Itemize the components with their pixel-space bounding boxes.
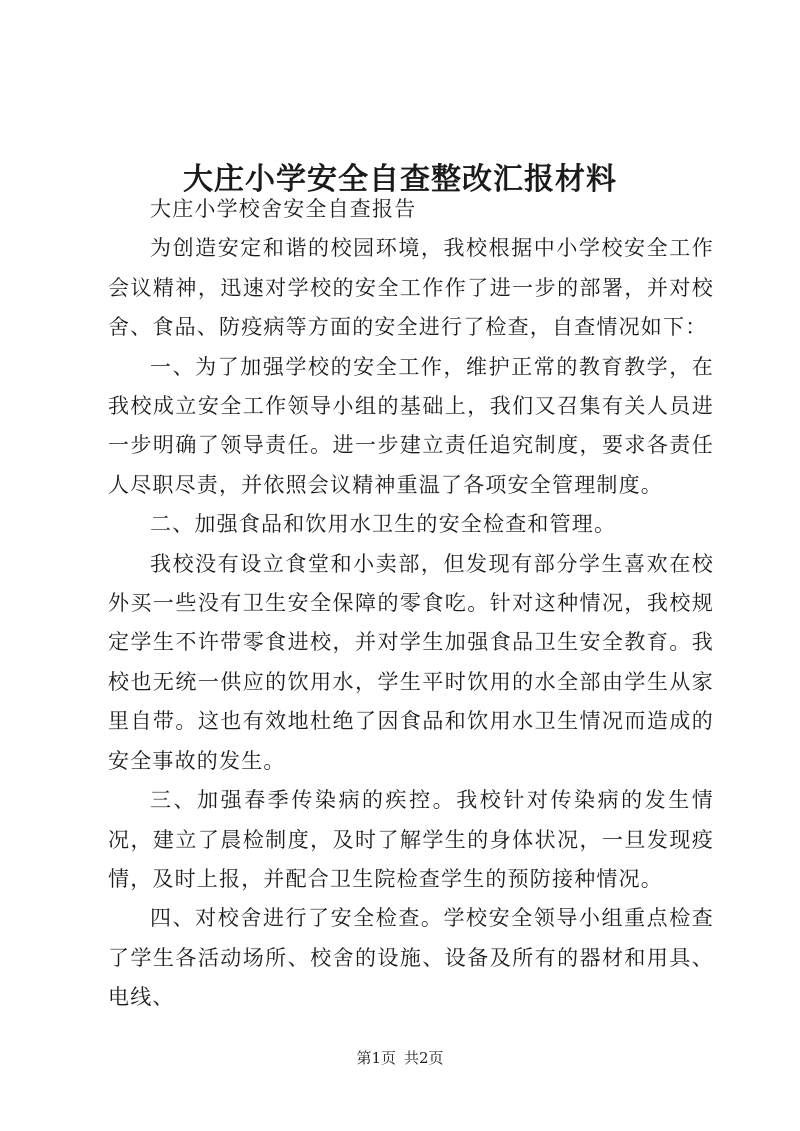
document-title: 大庄小学安全自查整改汇报材料 — [183, 162, 617, 198]
paragraph-section-4: 四、对校舍进行了安全检查。学校安全领导小组重点检查了学生各活动场所、校舍的设施、设备及所有的器材和用具、电线、 — [108, 906, 714, 1010]
document-body — [108, 190, 714, 1018]
page-number: 第1页 — [356, 1049, 396, 1067]
paragraph-intro: 为创造安定和谐的校园环境，我校根据中小学校安全工作会议精神，迅速对学校的安全工作作了进一步的部署，并对校舍、食品、防疫病等方面的安全进行了检查，自查情况如下： — [108, 236, 714, 340]
paragraph-section-3: 三、加强春季传染病的疾控。我校针对传染病的发生情况，建立了晨检制度，及时了解学生的身体状况，一旦发现疫情，及时上报，并配合卫生院检查学生的预防接种情况。 — [108, 788, 714, 891]
page-footer — [0, 1048, 800, 1068]
page-total: 共2页 — [404, 1049, 444, 1067]
paragraph-subtitle: 大庄小学校舍安全自查报告 — [150, 197, 417, 221]
paragraph-section-2-body: 我校没有设立食堂和小卖部，但发现有部分学生喜欢在校外买一些没有卫生安全保障的零食吃。针对这种情况，我校规定学生不许带零食进校，并对学生加强食品卫生安全教育。我校也无统一供应的饮用水，学生平时饮用的水全部由学生从家里自带。这也有效地杜绝了因食品和饮用水卫生情况而造成的安全事故的发生。 — [108, 551, 714, 773]
paragraph-section-1: 一、为了加强学校的安全工作，维护正常的教育教学，在我校成立安全工作领导小组的基础上，我们又召集有关人员进一步明确了领导责任。进一步建立责任追究制度，要求各责任人尽职尽责，并依照会议精神重温了各项安全管理制度。 — [108, 354, 714, 497]
paragraph-section-2-heading: 二、加强食品和饮用水卫生的安全检查和管理。 — [150, 512, 617, 537]
